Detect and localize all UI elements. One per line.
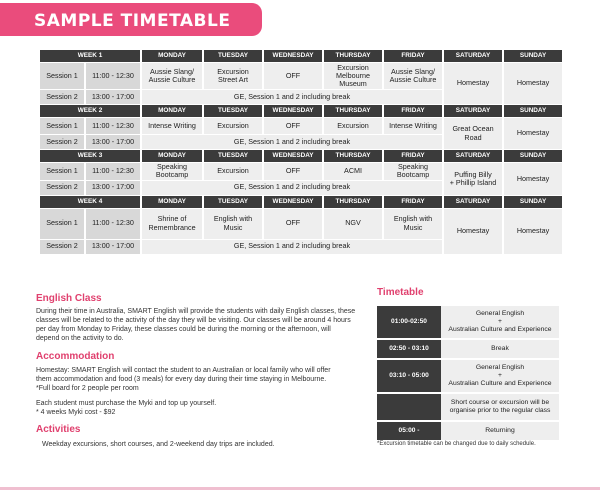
general-english-cell: GE, Session 1 and 2 including break <box>142 90 442 104</box>
day-header: WEDNESDAY <box>264 150 322 162</box>
activity-cell: Shrine of Remembrance <box>142 209 202 239</box>
activity-cell: Intense Writing <box>384 118 442 134</box>
general-english-cell: GE, Session 1 and 2 including break <box>142 181 442 195</box>
week-header-row <box>40 105 562 117</box>
week-label: WEEK 1 <box>40 50 140 62</box>
day-header: SUNDAY <box>504 105 562 117</box>
timetable-activity: General English + Australian Culture and Experience <box>441 306 559 338</box>
saturday-cell: Homestay <box>444 63 502 104</box>
day-header: THURSDAY <box>324 105 382 117</box>
activity-cell: Excursion <box>324 118 382 134</box>
day-header: FRIDAY <box>384 196 442 208</box>
activity-cell: English with Music <box>384 209 442 239</box>
activity-cell: Speaking Bootcamp <box>142 163 202 180</box>
session-name: Session 2 <box>40 90 84 104</box>
session-name: Session 1 <box>40 209 84 239</box>
day-header: SATURDAY <box>444 196 502 208</box>
activity-cell: ACMI <box>324 163 382 180</box>
activity-cell: Speaking Bootcamp <box>384 163 442 180</box>
timetable-time <box>377 394 441 420</box>
activities-text: Weekday excursions, short courses, and 2-weekend day trips are included. <box>42 441 275 448</box>
myki-cost: * 4 weeks Myki cost - $92 <box>36 409 116 416</box>
session-time: 13:00 - 17:00 <box>86 90 140 104</box>
session-time: 11:00 - 12:30 <box>86 209 140 239</box>
day-header: THURSDAY <box>324 50 382 62</box>
accommodation-text: Homestay: SMART English will contact the student to an Australian or local family who will offer them accommodation and food (3 meals) for every day during their time staying in Melbourne. <box>36 367 331 383</box>
day-header: TUESDAY <box>204 196 262 208</box>
day-header: THURSDAY <box>324 150 382 162</box>
timetable-time: 01:00-02:50 <box>377 306 441 338</box>
day-header: TUESDAY <box>204 150 262 162</box>
saturday-cell: Homestay <box>444 209 502 254</box>
session-name: Session 2 <box>40 135 84 149</box>
week-header-row <box>40 196 562 208</box>
session-name: Session 2 <box>40 181 84 195</box>
myki-instruction: Each student must purchase the Myki and top up yourself. <box>36 400 217 407</box>
week-header-row <box>40 50 562 62</box>
timetable-activity: Short course or excursion will be organise prior to the regular class <box>441 394 559 420</box>
day-header: FRIDAY <box>384 105 442 117</box>
timetable-time: 02:50 - 03:10 <box>377 340 441 358</box>
week-label: WEEK 4 <box>40 196 140 208</box>
day-header: THURSDAY <box>324 196 382 208</box>
timetable-activity: Break <box>441 340 559 358</box>
session-name: Session 2 <box>40 240 84 254</box>
timetable-time: 05:00 - <box>377 422 441 440</box>
session-1-row <box>40 163 562 180</box>
session-name: Session 1 <box>40 63 84 89</box>
day-header: SUNDAY <box>504 196 562 208</box>
timetable-title: Timetable <box>377 287 424 298</box>
day-header: FRIDAY <box>384 50 442 62</box>
day-header: WEDNESDAY <box>264 196 322 208</box>
activity-cell: Excursion <box>204 163 262 180</box>
session-time: 13:00 - 17:00 <box>86 135 140 149</box>
day-header: TUESDAY <box>204 105 262 117</box>
timetable-row <box>377 340 559 358</box>
sunday-cell: Homestay <box>504 163 562 195</box>
activity-cell: OFF <box>264 118 322 134</box>
day-header: SATURDAY <box>444 105 502 117</box>
week-label: WEEK 2 <box>40 105 140 117</box>
full-board-note: *Full board for 2 people per room <box>36 385 139 392</box>
session-name: Session 1 <box>40 118 84 134</box>
activity-cell: OFF <box>264 163 322 180</box>
timetable-note: *Excursion timetable can be changed due to daily schedule. <box>377 441 536 447</box>
accommodation-title: Accommodation <box>36 351 115 362</box>
title-banner <box>0 3 262 36</box>
activities-title: Activities <box>36 424 81 435</box>
activity-cell: Intense Writing <box>142 118 202 134</box>
day-header: MONDAY <box>142 50 202 62</box>
day-header: WEDNESDAY <box>264 50 322 62</box>
session-name: Session 1 <box>40 163 84 180</box>
timetable-row <box>377 394 559 420</box>
activity-cell: Excursion Melbourne Museum <box>324 63 382 89</box>
activity-cell: Aussie Slang/ Aussie Culture <box>384 63 442 89</box>
saturday-cell: Great Ocean Road <box>444 118 502 149</box>
day-header: MONDAY <box>142 196 202 208</box>
session-1-row <box>40 118 562 134</box>
activity-cell: Aussie Slang/ Aussie Culture <box>142 63 202 89</box>
activity-cell: OFF <box>264 209 322 239</box>
activity-cell: Excursion <box>204 118 262 134</box>
session-time: 11:00 - 12:30 <box>86 118 140 134</box>
day-header: TUESDAY <box>204 50 262 62</box>
timetable-row <box>377 306 559 338</box>
activity-cell: English with Music <box>204 209 262 239</box>
page-title: SAMPLE TIMETABLE <box>34 11 231 31</box>
footer-divider <box>0 487 600 490</box>
session-1-row <box>40 209 562 239</box>
day-header: SATURDAY <box>444 50 502 62</box>
day-header: SATURDAY <box>444 150 502 162</box>
session-time: 11:00 - 12:30 <box>86 63 140 89</box>
general-english-cell: GE, Session 1 and 2 including break <box>142 240 442 254</box>
timetable-time: 03:10 - 05:00 <box>377 360 441 392</box>
day-header: MONDAY <box>142 150 202 162</box>
activity-cell: Excursion Street Art <box>204 63 262 89</box>
english-class-title: English Class <box>36 293 102 304</box>
sunday-cell: Homestay <box>504 63 562 104</box>
weekly-schedule-table <box>38 49 564 255</box>
session-time: 11:00 - 12:30 <box>86 163 140 180</box>
day-header: WEDNESDAY <box>264 105 322 117</box>
day-header: SUNDAY <box>504 150 562 162</box>
week-header-row <box>40 150 562 162</box>
sunday-cell: Homestay <box>504 209 562 254</box>
activity-cell: NGV <box>324 209 382 239</box>
activity-cell: OFF <box>264 63 322 89</box>
day-header: SUNDAY <box>504 50 562 62</box>
timetable-activity: Returning <box>441 422 559 440</box>
timetable-row <box>377 422 559 440</box>
session-1-row <box>40 63 562 89</box>
general-english-cell: GE, Session 1 and 2 including break <box>142 135 442 149</box>
week-label: WEEK 3 <box>40 150 140 162</box>
english-class-text: During their time in Australia, SMART English will provide the students with daily English classes, these classes will be related to the activity of the day they will be visiting. Our classes will be around 4 hours per day from Monday to Friday, these classes could be during the morning or the afternoon, will depend on the activity to do. <box>36 308 356 342</box>
timetable-row <box>377 360 559 392</box>
daily-timetable <box>377 304 559 442</box>
session-time: 13:00 - 17:00 <box>86 240 140 254</box>
day-header: FRIDAY <box>384 150 442 162</box>
sunday-cell: Homestay <box>504 118 562 149</box>
day-header: MONDAY <box>142 105 202 117</box>
saturday-cell: Puffing Billy + Phillip Island <box>444 163 502 195</box>
session-time: 13:00 - 17:00 <box>86 181 140 195</box>
timetable-activity: General English + Australian Culture and Experience <box>441 360 559 392</box>
